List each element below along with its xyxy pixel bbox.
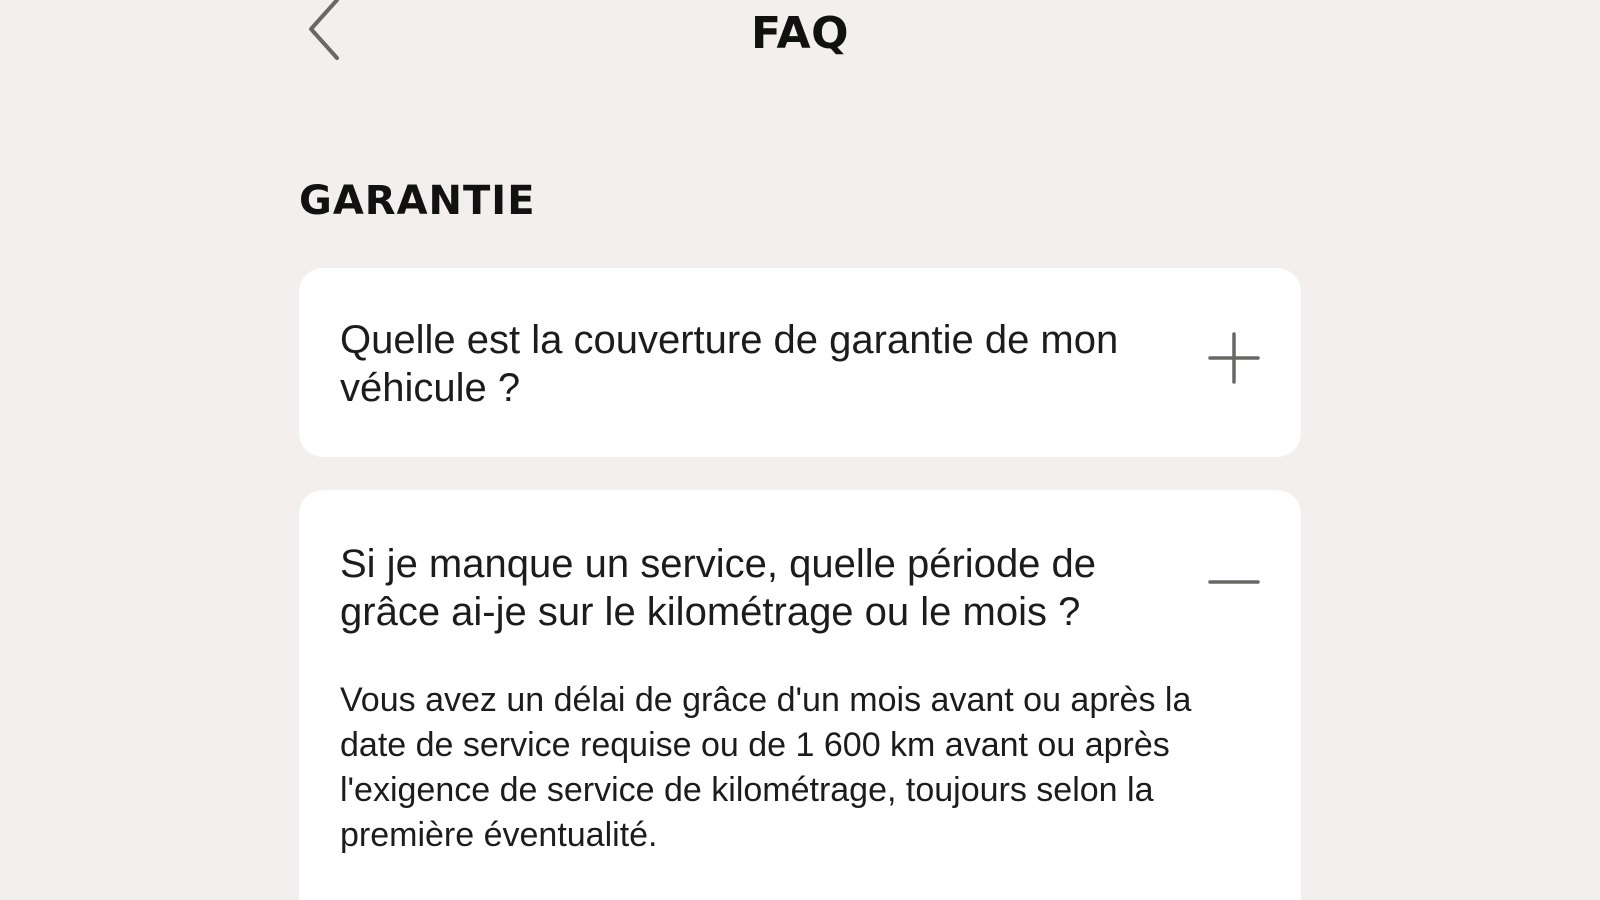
plus-icon[interactable]	[1208, 332, 1260, 384]
faq-question-toggle[interactable]	[340, 540, 1260, 636]
section-heading: GARANTIE	[299, 178, 536, 224]
minus-icon[interactable]	[1208, 556, 1260, 608]
faq-item-expanded	[299, 490, 1301, 900]
faq-question: Si je manque un service, quelle période de grâce ai-je sur le kilométrage ou le mois ?	[340, 542, 1097, 634]
faq-answer: Vous avez un délai de grâce d'un mois avant ou après la date de service requise ou de 1 600 km avant ou après l'exigence de service de kilométrage, toujours selon la première éventualité.	[340, 681, 1192, 854]
faq-question-toggle[interactable]	[340, 316, 1260, 412]
faq-item	[299, 268, 1301, 457]
faq-question: Quelle est la couverture de garantie de mon véhicule ?	[340, 318, 1119, 410]
page-title: FAQ	[751, 8, 849, 59]
